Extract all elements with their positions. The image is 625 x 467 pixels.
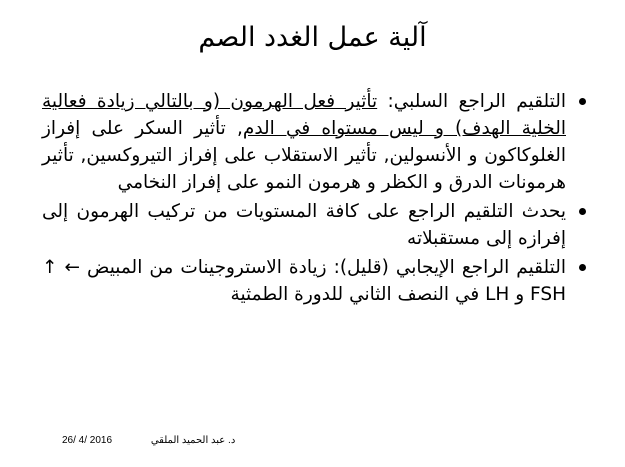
footer-author: د. عبد الحميد الملقي (150, 435, 236, 446)
slide-content (42, 88, 590, 308)
bullet-dot-icon (579, 98, 586, 105)
footer-date: 26/ 4/ 2016 (62, 435, 113, 446)
bullet-all-levels (42, 198, 590, 252)
bullet-text: يحدث التلقيم الراجع على كافة المستويات من تركيب الهرمون إلى إفرازه إلى مستقبلاته (42, 201, 566, 249)
bullet-text: , تأثير السكر على إفراز الغلوكاكون و الأنسولين, تأثير الاستقلاب على إفراز التيروكسين, تأثير هرمونات الدرق و الكظر و هرمون النمو على إفراز النخامي (42, 118, 566, 193)
bullet-negative-feedback (42, 88, 590, 196)
bullet-dot-icon (579, 208, 586, 215)
bullet-underlined-text: تأثير فعل الهرمون (و بالتالي زيادة فعالية الخلية الهدف) و ليس مستواه في الدم (42, 91, 566, 139)
bullet-dot-icon (579, 264, 586, 271)
slide-footer (62, 434, 235, 448)
slide-title: آلية عمل الغدد الصم (198, 22, 427, 53)
bullet-positive-feedback (42, 254, 590, 308)
bullet-text: التلقيم الراجع الإيجابي (قليل): زيادة الاستروجينات من المبيض ← ↑ FSH و LH في النصف الثاني للدورة الطمثية (42, 257, 566, 305)
bullet-lead: التلقيم الراجع السلبي: (377, 91, 566, 112)
